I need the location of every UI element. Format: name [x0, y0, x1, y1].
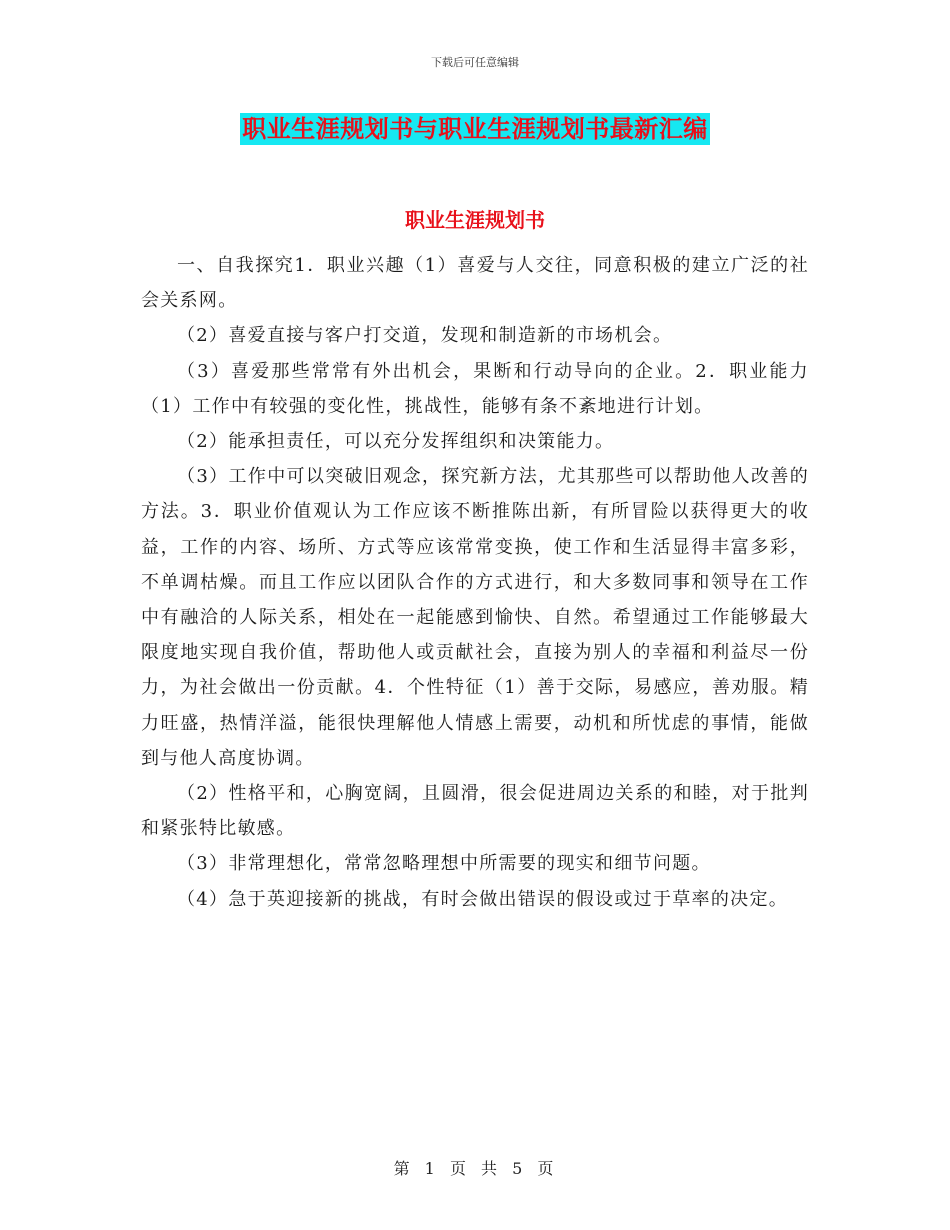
paragraph: （3）工作中可以突破旧观念，探究新方法，尤其那些可以帮助他人改善的方法。3．职业价值观认为工作应该不断推陈出新，有所冒险以获得更大的收益，工作的内容、场所、方式等应该常常变换，使工作和生活显得丰富多彩，不单调枯燥。而且工作应以团队合作的方式进行，和大多数同事和领导在工作中有融洽的人际关系，相处在一起能感到愉快、自然。希望通过工作能够最大限度地实现自我价值，帮助他人或贡献社会，直接为别人的幸福和利益尽一份力，为社会做出一份贡献。4．个性特征（1）善于交际，易感应，善劝服。精力旺盛，热情洋溢，能很快理解他人情感上需要，动机和所忧虑的事情，能做到与他人高度协调。 [141, 466, 809, 769]
section-title: 职业生涯规划书 [405, 208, 545, 232]
paragraph: （2）能承担责任，可以充分发挥组织和决策能力。 [177, 431, 615, 453]
main-title-container [0, 113, 950, 145]
paragraph: （3）非常理想化，常常忽略理想中所需要的现实和细节问题。 [177, 853, 711, 875]
paragraph: （4）急于英迎接新的挑战，有时会做出错误的假设或过于草率的决定。 [177, 888, 789, 910]
document-body [141, 248, 809, 917]
page-number: 第 1 页 共 5 页 [393, 1159, 557, 1178]
paragraph: （2）喜爱直接与客户打交道，发现和制造新的市场机会。 [177, 325, 673, 347]
paragraph: （2）性格平和，心胸宽阔，且圆滑，很会促进周边关系的和睦，对于批判和紧张特比敏感。 [141, 783, 809, 840]
main-title: 职业生涯规划书与职业生涯规划书最新汇编 [242, 115, 708, 143]
paragraph: （3）喜爱那些常常有外出机会，果断和行动导向的企业。2．职业能力（1）工作中有较强的变化性，挑战性，能够有条不紊地进行计划。 [141, 360, 809, 417]
paragraph: 一、自我探究1．职业兴趣（1）喜爱与人交往，同意积极的建立广泛的社会关系网。 [141, 255, 809, 312]
header-note: 下载后可任意编辑 [431, 56, 519, 69]
